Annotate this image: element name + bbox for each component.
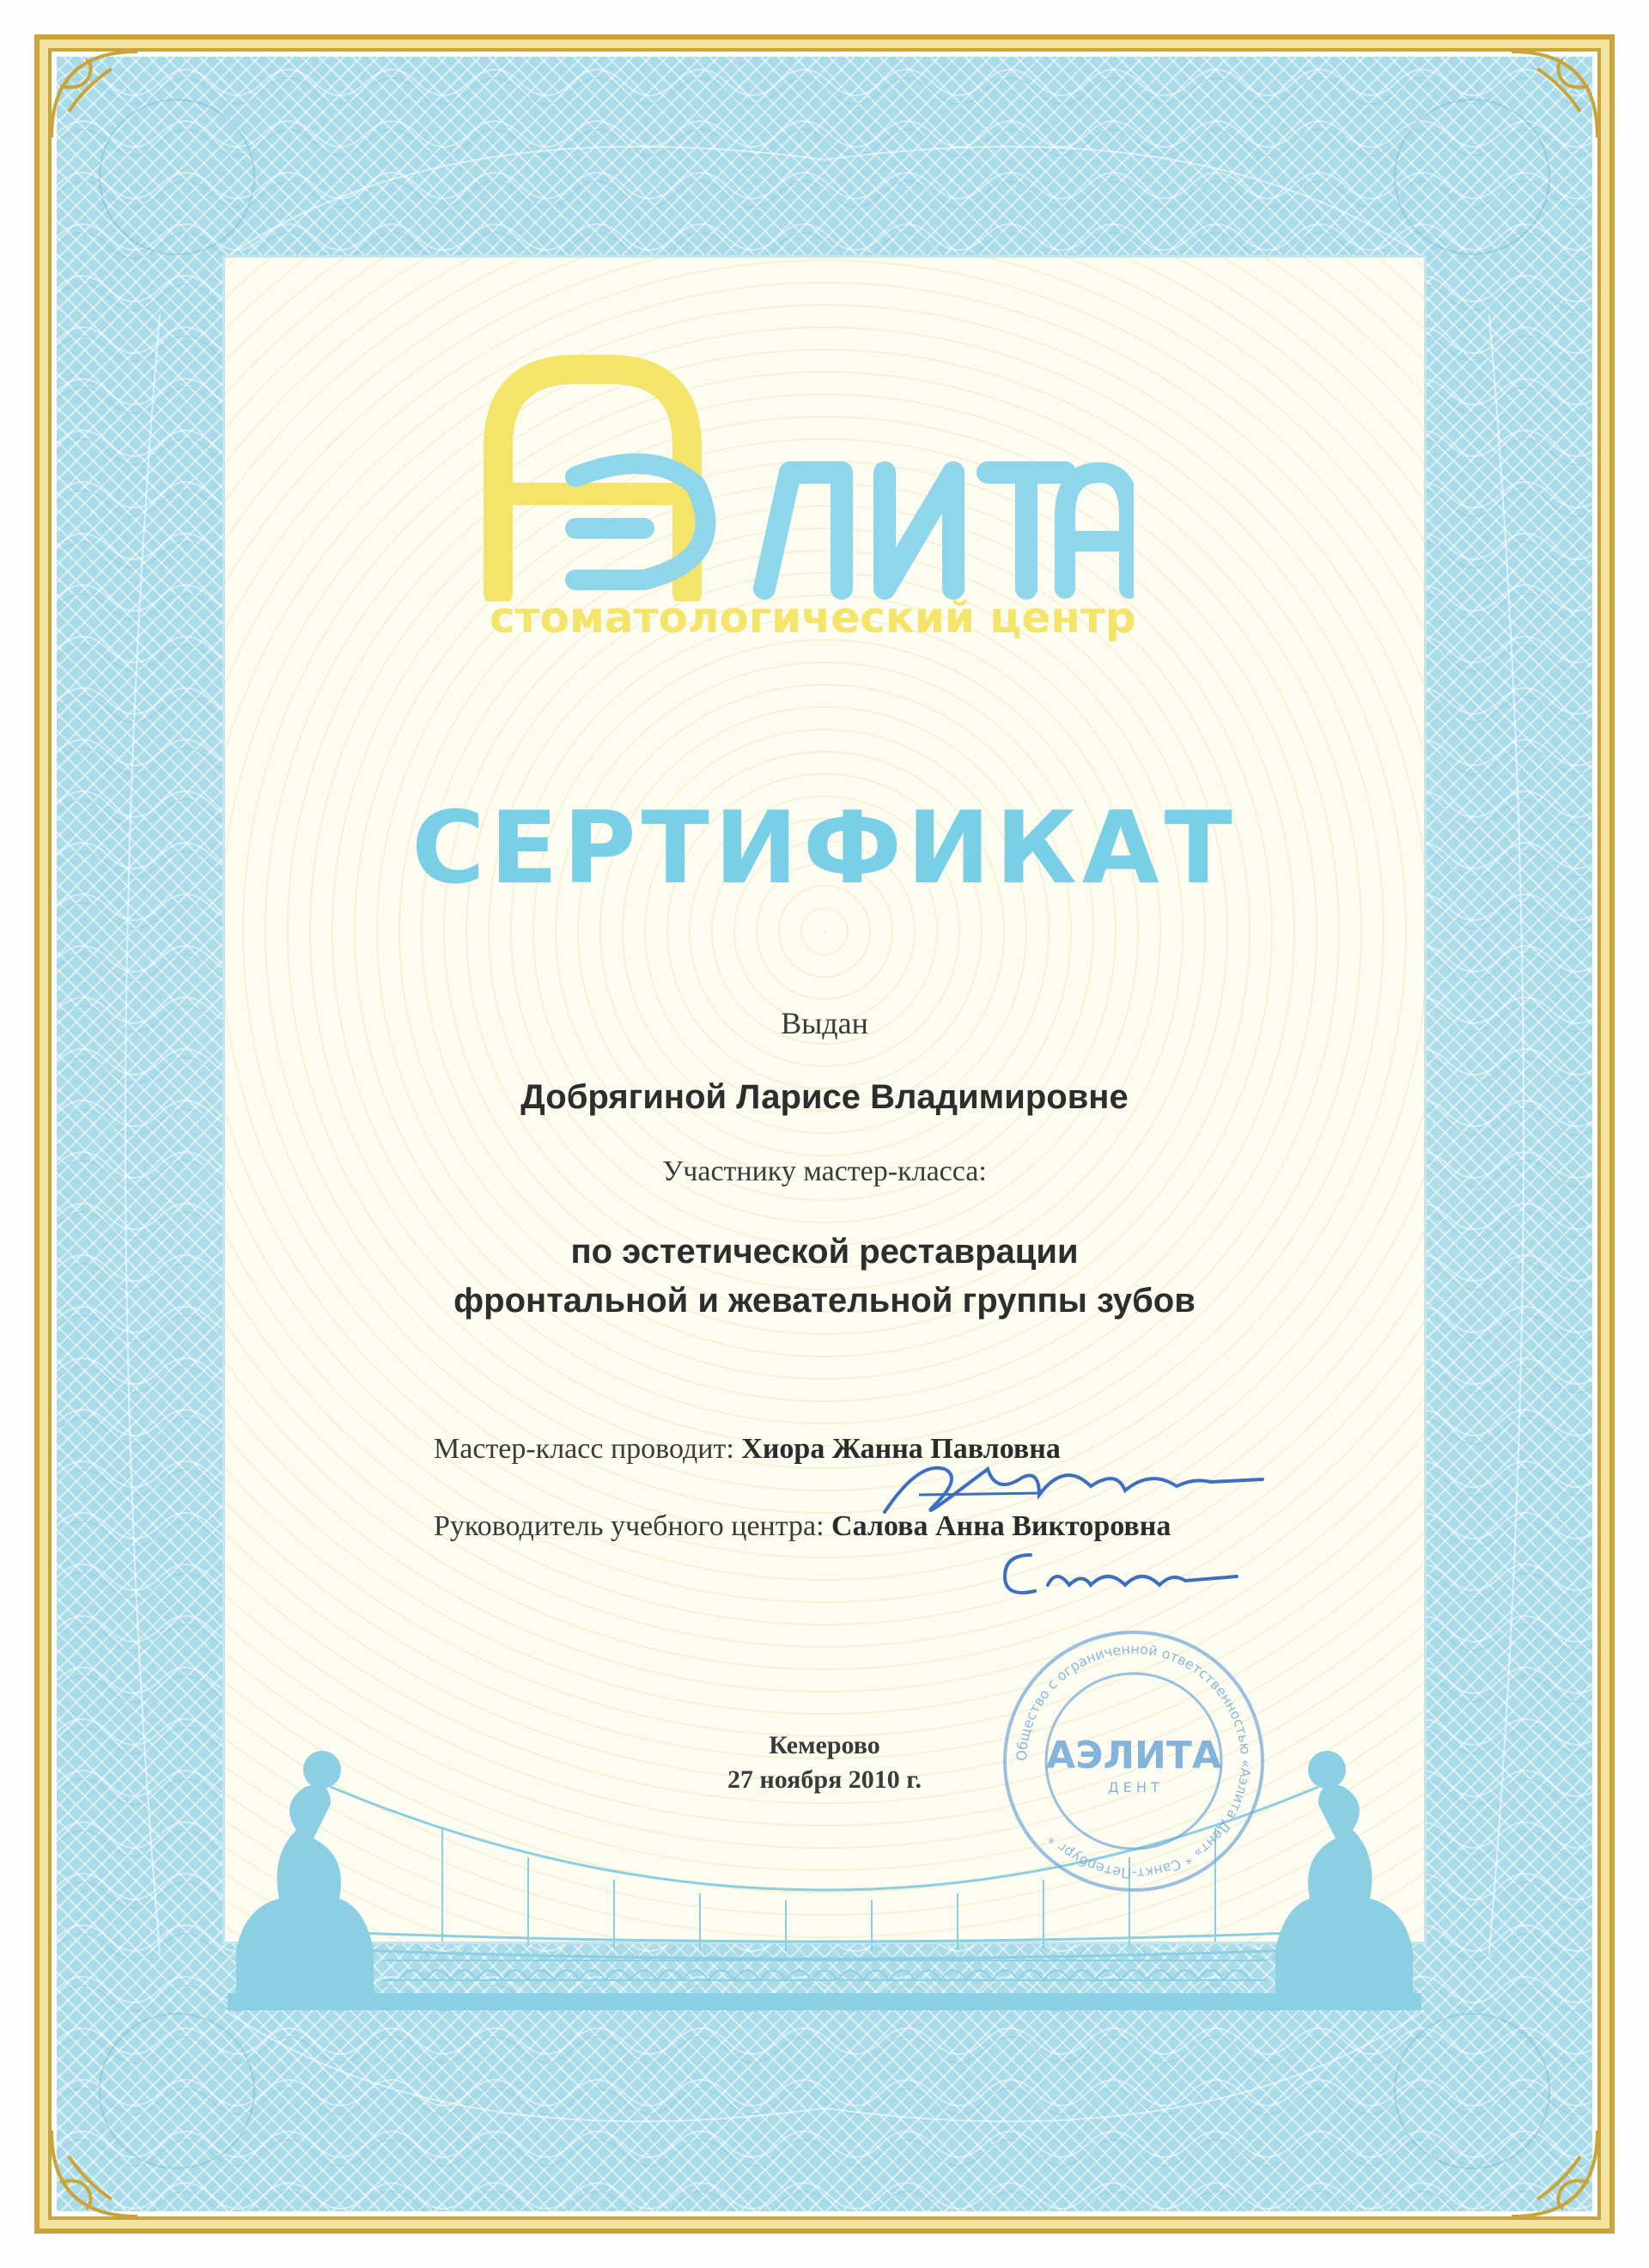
course-title-line2: фронтальной и жевательной группы зубов <box>453 1282 1196 1320</box>
recipient-name: Добрягиной Ларисе Владимировне <box>520 1078 1129 1116</box>
stamp-ring-text: Общество с ограниченной ответственностью «Аэлита Дент» * Санкт-Петербург * <box>1013 1640 1255 1882</box>
company-stamp <box>996 1624 1271 1899</box>
instructor-signature <box>867 1443 1280 1538</box>
issued-label: Выдан <box>781 1006 868 1040</box>
city: Кемерово <box>769 1731 880 1759</box>
director-label: Руководитель учебного центра: <box>434 1510 824 1542</box>
director-signature <box>988 1538 1245 1606</box>
director-name: Салова Анна Викторовна <box>831 1510 1171 1542</box>
certificate-title: СЕРТИФИКАТ <box>411 790 1238 906</box>
aelita-logo <box>481 344 1134 601</box>
instructor-name: Хиора Жанна Павловна <box>741 1433 1061 1465</box>
stamp-logo: АЭЛИТА <box>1046 1734 1221 1777</box>
issue-date: 27 ноября 2010 г. <box>727 1765 922 1794</box>
logo-subtitle: стоматологический центр <box>490 593 1136 643</box>
course-title-line1: по эстетической реставрации <box>570 1233 1079 1271</box>
instructor-label: Мастер-класс проводит: <box>434 1433 734 1465</box>
participant-role: Участнику мастер-класса: <box>662 1155 987 1187</box>
stamp-sub: Д Е Н Т <box>1108 1779 1159 1796</box>
